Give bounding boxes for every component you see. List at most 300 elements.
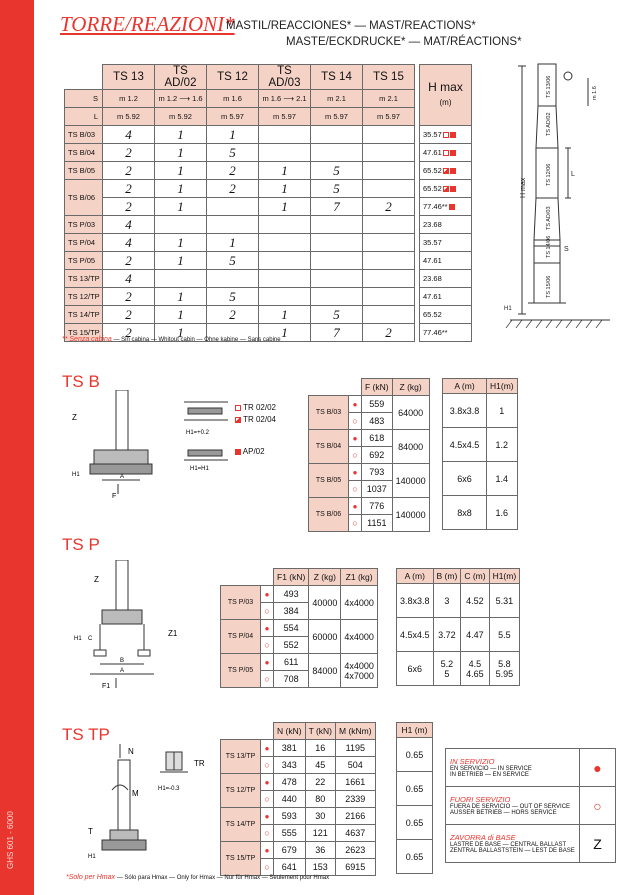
value-line: 4x4000 [344, 597, 374, 608]
row-model: TS B/03 [309, 396, 349, 430]
row-hmax [420, 144, 472, 162]
legend-line: AUSSER BETRIEB — HORS SERVICE [450, 810, 557, 816]
value-cell: 559 [362, 396, 393, 413]
section-count: 1 [155, 198, 207, 216]
value-cell [461, 652, 489, 686]
value-cell [397, 652, 434, 686]
value-line: 5.95 [495, 668, 514, 679]
section-count [207, 270, 259, 288]
ts-tp-h1-table [396, 722, 433, 874]
col-header: C (m) [461, 569, 489, 584]
table-row [397, 738, 433, 772]
col-header: TS 13 [103, 65, 155, 90]
fig-label-h1-offset: H1=-0.3 [158, 786, 180, 792]
col-header: Z (kg) [309, 569, 341, 586]
value-cell: 60000 [309, 620, 341, 654]
fig-label-h1: H1 [88, 854, 96, 860]
section-count [311, 252, 363, 270]
section-count: 1 [259, 198, 311, 216]
section-count: 7 [311, 198, 363, 216]
l-value: m 5.97 [207, 108, 259, 126]
s-value: m 2.1 [311, 90, 363, 108]
row-model: TS B/05 [309, 464, 349, 498]
value-cell: 16 [305, 740, 335, 757]
table-row [309, 498, 430, 515]
fig-label-h1: H1 [72, 472, 80, 478]
col-header: TS 14 [311, 65, 363, 90]
table-row [309, 430, 430, 447]
value-cell: 22 [305, 774, 335, 791]
table-row [221, 774, 376, 791]
out-of-service-dot-icon: ○ [261, 825, 274, 842]
fig-label-f: F [112, 493, 117, 500]
table-row [443, 394, 518, 428]
section-count [311, 126, 363, 144]
value-line: 4.65 [466, 668, 484, 679]
row-hmax [420, 162, 472, 180]
row-model: TS 14/TP [65, 306, 103, 324]
section-count: 4 [103, 234, 155, 252]
value-line: 4.5 [468, 658, 482, 669]
ballast-z-icon: Z [580, 825, 616, 863]
value-line: 3.72 [438, 629, 456, 640]
legend-line: IN BETRIEB — EN SERVICE [450, 772, 529, 778]
cabin-footnote: ** Senza cabina — Sin cabina — Whitout cabin — Ohne kabine — Sans cabine [62, 336, 281, 343]
fig-label-h1: H1 [74, 636, 82, 642]
section-count: 4 [103, 270, 155, 288]
header-row [221, 569, 378, 586]
value-cell: 6x6 [443, 462, 487, 496]
value-cell: 3.8x3.8 [443, 394, 487, 428]
section-count: 5 [311, 180, 363, 198]
mast-label: TS 13/06 [546, 75, 552, 98]
header-row [443, 379, 518, 394]
table-row [397, 618, 520, 652]
section-count: 1 [155, 306, 207, 324]
s-label: S [65, 90, 103, 108]
value-cell: 4637 [336, 825, 376, 842]
section-count [259, 270, 311, 288]
section-count: 2 [363, 324, 415, 342]
section-count: 2 [103, 144, 155, 162]
section-count [363, 144, 415, 162]
section-count [311, 288, 363, 306]
col-header: Z1 (kg) [341, 569, 378, 586]
mast-configuration-table [64, 64, 472, 342]
row-hmax [420, 252, 472, 270]
value-cell: 30 [305, 808, 335, 825]
value-cell: 153 [305, 859, 335, 876]
filled-square-icon [450, 186, 456, 192]
value-line: 5.8 [498, 658, 511, 669]
out-of-service-dot-icon: ○ [349, 515, 362, 532]
value-line: 5.2 [440, 658, 454, 669]
section-count: 1 [155, 144, 207, 162]
hmax-value: 47.61 [423, 256, 442, 265]
row-model: TS P/04 [221, 620, 261, 654]
open-square-icon [443, 132, 449, 138]
row-hmax [420, 126, 472, 144]
section-count: 1 [207, 234, 259, 252]
out-of-service-dot-icon: ○ [261, 637, 274, 654]
section-count [363, 162, 415, 180]
section-count: 5 [207, 252, 259, 270]
value-cell: 8x8 [443, 496, 487, 530]
side-bar [0, 0, 34, 895]
table-row [397, 840, 433, 874]
l-value: m 5.97 [259, 108, 311, 126]
ts-b-base-figure [72, 390, 162, 500]
h1-dim-label: H1 [504, 306, 512, 312]
fig-label-z: Z [72, 413, 77, 422]
value-cell [341, 586, 378, 620]
value-cell: 1.4 [487, 462, 518, 496]
section-count: 1 [259, 162, 311, 180]
row-hmax [420, 180, 472, 198]
hmax-value: 65.52 [423, 310, 442, 319]
header-row [221, 723, 376, 740]
value-line: 5 [444, 668, 450, 679]
out-of-service-dot-icon: ○ [261, 791, 274, 808]
section-count [259, 144, 311, 162]
value-line: 3.8x3.8 [400, 595, 430, 606]
value-cell: 84000 [392, 430, 429, 464]
value-cell: 776 [362, 498, 393, 515]
l-dim-label: L [571, 171, 575, 178]
service-legend [445, 748, 616, 863]
table-row [309, 464, 430, 481]
l-value: m 5.97 [311, 108, 363, 126]
hmax-value: 65.52 [423, 166, 442, 175]
in-service-dot-icon: ● [261, 842, 274, 859]
value-cell [397, 618, 434, 652]
value-cell: 793 [362, 464, 393, 481]
value-cell [461, 584, 489, 618]
value-line: 5.5 [498, 629, 511, 640]
value-line: 4x4000 [344, 660, 374, 671]
value-cell [341, 620, 378, 654]
section-count: 2 [103, 306, 155, 324]
section-count: 2 [207, 162, 259, 180]
table-row [221, 586, 378, 603]
legend-row [446, 825, 616, 863]
section-count: 1 [207, 126, 259, 144]
table-row [397, 772, 433, 806]
table-row [65, 162, 472, 180]
value-cell: 381 [274, 740, 306, 757]
out-of-service-dot-icon: ○ [261, 859, 274, 876]
table-row [65, 234, 472, 252]
value-cell: 64000 [392, 396, 429, 430]
l-value: m 5.92 [103, 108, 155, 126]
ts-b-legend-item: TR 02/04 [234, 414, 276, 426]
section-title-ts-tp: TS TP [62, 725, 110, 744]
value-cell [433, 584, 461, 618]
fig-label-a: A [120, 474, 125, 480]
section-count: 5 [207, 144, 259, 162]
filled-square-icon [450, 150, 456, 156]
value-cell: 2339 [336, 791, 376, 808]
in-service-dot-icon: ● [261, 774, 274, 791]
section-count [363, 252, 415, 270]
filled-square-icon [235, 449, 241, 455]
value-cell: 0.65 [397, 806, 433, 840]
ts-b-table [308, 378, 430, 532]
row-hmax [420, 288, 472, 306]
value-cell: 1 [487, 394, 518, 428]
section-count [259, 252, 311, 270]
s-dim-label: S [564, 246, 569, 253]
table-row [221, 740, 376, 757]
ts-p-dim-table [396, 568, 520, 686]
in-service-dot-icon: ● [580, 749, 616, 787]
section-count: 2 [103, 252, 155, 270]
legend-line: ZAVORRA di BASE [450, 833, 516, 842]
half-square-icon [443, 168, 449, 174]
value-cell: 679 [274, 842, 306, 859]
row-model: TS B/03 [65, 126, 103, 144]
ts-p-base-figure [72, 560, 182, 690]
l-label: L [65, 108, 103, 126]
legend-line: IN SERVIZIO [450, 757, 495, 766]
legend-line: FUORI SERVIZIO [450, 795, 511, 804]
in-service-dot-icon: ● [261, 654, 274, 671]
fig-label-z: Z [94, 575, 99, 584]
value-cell: 1.6 [487, 496, 518, 530]
row-hmax [420, 234, 472, 252]
table-row [65, 288, 472, 306]
hmax-value: 47.61 [423, 292, 442, 301]
table-row [397, 652, 520, 686]
row-hmax [420, 270, 472, 288]
section-count [155, 270, 207, 288]
row-model: TS P/04 [65, 234, 103, 252]
section-count [259, 126, 311, 144]
section-count [259, 216, 311, 234]
value-cell [433, 652, 461, 686]
row-model: TS P/03 [221, 586, 261, 620]
row-model: TS B/06 [65, 180, 103, 216]
ts-p-table [220, 568, 378, 688]
section-count [363, 234, 415, 252]
hmax-dim-label: H max [520, 177, 527, 198]
legend-text [446, 749, 580, 787]
value-cell: 504 [336, 757, 376, 774]
ts-tp-base-figure [86, 740, 166, 862]
table-row [221, 808, 376, 825]
table-row [397, 806, 433, 840]
section-count [207, 198, 259, 216]
value-cell: 343 [274, 757, 306, 774]
value-cell: 483 [362, 413, 393, 430]
mast-label: TS 12/06 [546, 163, 552, 186]
fig-label-a: A [120, 668, 125, 674]
table-row [65, 270, 472, 288]
table-row [397, 584, 520, 618]
out-of-service-dot-icon: ○ [349, 413, 362, 430]
legend-row [446, 749, 616, 787]
value-cell: 1151 [362, 515, 393, 532]
fig-label-m: M [132, 789, 139, 798]
section-count [259, 234, 311, 252]
filled-square-icon [450, 168, 456, 174]
fig-label-tr: TR [194, 759, 205, 768]
half-square-icon [443, 186, 449, 192]
hmax-value: 65.52 [423, 184, 442, 193]
mast-diagram [500, 58, 620, 328]
mast-label: TS 15/06 [546, 275, 552, 298]
value-cell: 555 [274, 825, 306, 842]
in-service-dot-icon: ● [261, 586, 274, 603]
page-subtitle-2: MASTE/ECKDRUCKE* — MAT/RÉACTIONS* [286, 36, 522, 48]
row-model: TS B/06 [309, 498, 349, 532]
in-service-dot-icon: ● [261, 740, 274, 757]
value-cell: 1661 [336, 774, 376, 791]
value-cell: 692 [362, 447, 393, 464]
legend-line: FUERA DE SERVICIO — OUT OF SERVICE [450, 804, 571, 810]
header-row [397, 723, 433, 738]
value-line: 6x6 [407, 663, 423, 674]
row-model: TS 14/TP [221, 808, 261, 842]
col-header: F (kN) [362, 379, 393, 396]
value-cell: 2166 [336, 808, 376, 825]
value-cell [489, 618, 520, 652]
value-cell: 121 [305, 825, 335, 842]
value-line: 4x4000 [344, 631, 374, 642]
row-model: TS 13/TP [65, 270, 103, 288]
section-count [311, 270, 363, 288]
col-header: Z (kg) [392, 379, 429, 396]
section-count: 1 [259, 324, 311, 342]
row-hmax [420, 198, 472, 216]
row-model: TS P/05 [221, 654, 261, 688]
table-row [65, 144, 472, 162]
fig-label-h1-offset: H1=+0.2 [186, 430, 210, 436]
hmax-value: 77.46** [423, 328, 448, 337]
table-row [221, 654, 378, 671]
in-service-dot-icon: ● [261, 808, 274, 825]
row-hmax [420, 306, 472, 324]
section-count [259, 288, 311, 306]
section-count: 1 [155, 180, 207, 198]
s-value: m 1.2 ⟶ 1.6 [155, 90, 207, 108]
section-count: 1 [155, 324, 207, 342]
out-of-service-dot-icon: ○ [261, 757, 274, 774]
ts-b-chassis-figure [182, 392, 230, 472]
section-count [207, 216, 259, 234]
value-line: 4.5x4.5 [400, 629, 430, 640]
out-of-service-dot-icon: ○ [349, 447, 362, 464]
header-row [309, 379, 430, 396]
mast-label: TS AD/03 [546, 206, 552, 230]
out-of-service-dot-icon: ○ [261, 671, 274, 688]
hmax-value: 35.57 [423, 238, 442, 247]
value-cell [489, 652, 520, 686]
value-cell: 593 [274, 808, 306, 825]
col-header: TS 15 [363, 65, 415, 90]
s-value: m 1.6 [207, 90, 259, 108]
value-cell: 0.65 [397, 840, 433, 874]
page-title: TORRE/REAZIONI* [60, 12, 235, 36]
m16-dim-label: m 1.6 [592, 86, 598, 100]
col-header: A (m) [397, 569, 434, 584]
section-count: 2 [103, 288, 155, 306]
open-square-icon [443, 150, 449, 156]
row-hmax [420, 324, 472, 342]
value-cell: 36 [305, 842, 335, 859]
fig-label-f1: F1 [102, 683, 111, 690]
section-count [311, 234, 363, 252]
value-cell: 478 [274, 774, 306, 791]
row-model: TS P/05 [65, 252, 103, 270]
legend-line: EN SERVICIO — IN SERVICE [450, 766, 532, 772]
legend-text [446, 825, 580, 863]
value-cell [433, 618, 461, 652]
table-row [221, 620, 378, 637]
table-row [65, 216, 472, 234]
section-count: 5 [207, 288, 259, 306]
section-count [311, 216, 363, 234]
value-line: 4.47 [466, 629, 484, 640]
value-line: 5.31 [495, 595, 514, 606]
value-line: 4.52 [466, 595, 484, 606]
value-cell: 84000 [309, 654, 341, 688]
section-count: 2 [363, 198, 415, 216]
value-cell: 440 [274, 791, 306, 808]
value-cell [489, 584, 520, 618]
value-cell: 6915 [336, 859, 376, 876]
hmax-value: 35.57 [423, 130, 442, 139]
section-count: 1 [155, 162, 207, 180]
value-cell: 1195 [336, 740, 376, 757]
section-count: 2 [103, 198, 155, 216]
value-cell: 1.2 [487, 428, 518, 462]
section-count: 2 [103, 324, 155, 342]
value-cell: 40000 [309, 586, 341, 620]
section-count: 2 [103, 180, 155, 198]
ts-tp-table [220, 722, 376, 876]
section-count [363, 126, 415, 144]
value-cell [397, 584, 434, 618]
ts-b-legend-item: AP/02 [234, 446, 276, 458]
table-row [65, 198, 472, 216]
section-count: 1 [155, 288, 207, 306]
section-count: 5 [311, 306, 363, 324]
value-cell: 140000 [392, 498, 429, 532]
section-count [363, 270, 415, 288]
fig-label-z1: Z1 [168, 629, 178, 638]
s-value: m 1.6 ⟶ 2.1 [259, 90, 311, 108]
fig-label-c: C [88, 636, 93, 642]
section-count: 2 [103, 162, 155, 180]
row-model: TS 15/TP [65, 324, 103, 342]
table-row [443, 496, 518, 530]
value-cell [461, 618, 489, 652]
s-value: m 2.1 [363, 90, 415, 108]
legend-line: LASTRE DE BASE — CENTRAL BALLAST [450, 842, 567, 848]
value-cell [341, 654, 378, 688]
col-header: H1(m) [487, 379, 518, 394]
document-code: GHS 601 - 6000 [6, 811, 15, 869]
col-header: B (m) [433, 569, 461, 584]
row-model: TS B/05 [65, 162, 103, 180]
out-of-service-dot-icon: ○ [261, 603, 274, 620]
row-model: TS B/04 [65, 144, 103, 162]
row-model: TS 12/TP [221, 774, 261, 808]
col-header: TS AD/02 [155, 65, 207, 90]
col-header: T (kN) [305, 723, 335, 740]
ts-b-dim-table [442, 378, 518, 530]
